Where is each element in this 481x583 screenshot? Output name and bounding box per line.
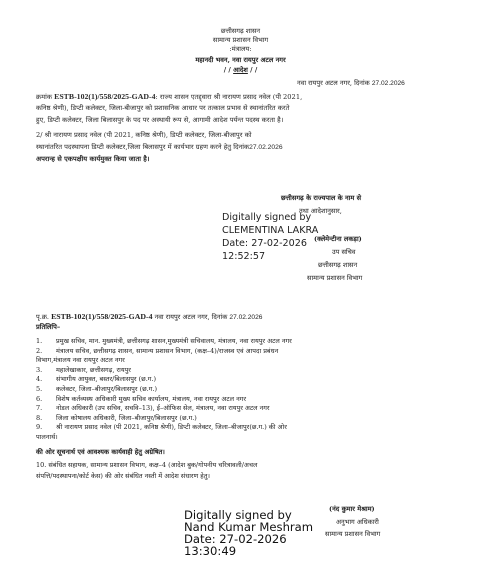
order-para1-line3: हुए, डिप्टी कलेक्टर, जिला बिलासपुर के पद पर अस्थायी रूप से, आगामी आदेश पर्यन्त पदस्थ करता है। bbox=[36, 116, 284, 124]
list-item: 9. श्री नारायण प्रसाद नवेल (पी 2021, कनिष्ठ श्रेणी), डिप्टी कलेक्टर, जिला–बीजापुर(छ.ग.) की ओर bbox=[36, 423, 287, 432]
signature2-label: Digitally signed by bbox=[184, 508, 292, 522]
signatory2-hindi-name: (नंद कुमार मेश्राम) bbox=[329, 505, 375, 513]
signature1-time: 12:52:57 bbox=[222, 251, 266, 262]
order-number: ESTB-102(1)/558/2025-GAD-4 bbox=[54, 92, 156, 101]
list-item: विभाग,मंत्रालय नवा रायपुर अटल नगर bbox=[36, 356, 125, 365]
copy-list bbox=[36, 337, 456, 443]
endorsement-number: ESTB-102(1)/558/2025-GAD-4 bbox=[51, 312, 153, 321]
signatory2-dept: सामान्य प्रशासन विभाग bbox=[325, 530, 381, 538]
list-item: पालनार्थ। bbox=[36, 432, 58, 441]
list-item: 3. महालेखाकार, छत्तीसगढ़, रायपुर bbox=[36, 365, 131, 374]
header-address: महानदी भवन, नवा रायपुर अटल नगर bbox=[195, 56, 286, 64]
order-para2-line3: अपरान्ह से एकपक्षीय कार्यमुक्त किया जाता है। bbox=[36, 155, 150, 163]
header-order-title: / / आदेश / / bbox=[223, 66, 258, 74]
item10-line1: 10. संबंधित सहायक, सामान्य प्रशासन विभाग, कक्ष–4 (आदेश बुक/गोपनीय चरित्रावली/अचल bbox=[36, 461, 258, 469]
order-para1-line1: क्रमांक ESTB-102(1)/558/2025-GAD-4: राज्य शासन एतद्द्वारा श्री नारायण प्रसाद नवेल (पी 2021, bbox=[36, 92, 303, 101]
header-secretariat: :मंत्रालय: bbox=[229, 45, 252, 53]
signature2-time: 13:30:49 bbox=[184, 544, 237, 558]
place-date: नवा रायपुर अटल नगर, दिनांक 27.02.2026 bbox=[297, 79, 405, 87]
list-item: 1. प्रमुख सचिव, मान. मुख्यमंत्री, छत्तीसगढ़ शासन,मुख्यमंत्री सचिवालय, मंत्रालय, नवा रायपुर अटल नगर bbox=[36, 337, 292, 345]
order-para1-line2: कनिष्ठ श्रेणी), डिप्टी कलेक्टर, जिला-बीजापुर को प्रशासनिक आधार पर तत्काल प्रभाव से स्थानांतरित करते bbox=[36, 104, 290, 112]
signatory1-hindi-name: (क्लेमेन्टीना लकड़ा) bbox=[314, 235, 362, 243]
signatory1-dept2: सामान्य प्रशासन विभाग bbox=[307, 274, 363, 282]
list-item: 7. नोडल अधिकारी (उप सचिव, सचवि–13), ई–ऑफिस सेल, मंत्रालय, नवा रायपुर अटल नगर bbox=[36, 404, 270, 413]
forwarded-line: की ओर सूचनार्थ एवं आवश्यक कार्यवाही हेतु अग्रेषित। bbox=[36, 448, 165, 456]
endorsement-line: पृ.क्र. ESTB-102(1)/558/2025-GAD-4 नवा रायपुर अटल नगर, दिनांक 27.02.2026 bbox=[36, 312, 263, 321]
governor-line: छत्तीसगढ़ के राज्यपाल के नाम से bbox=[281, 194, 362, 202]
signatory1-dept1: छत्तीसगढ़ शासन bbox=[318, 261, 358, 269]
order-para2-line1: 2/ श्री नारायण प्रसाद नवेल (पी 2021, कनिष्ठ श्रेणी), डिप्टी कलेक्टर, जिला-बीजापुर को bbox=[36, 131, 252, 139]
list-item: 2. मंत्रालय सचिव, छत्तीसगढ़ शासन, सामान्य प्रशासन विभाग, (कक्ष–4)/राजस्व एवं आपदा प्रबंधन bbox=[36, 346, 279, 355]
list-item: 5. कलेक्टर, जिला–बीजापुर/बिलासपुर (छ.ग.) bbox=[36, 384, 158, 393]
signatory1-designation: उप सचिव bbox=[332, 248, 356, 256]
list-item: 6. विशेष कर्तव्यस्थ अधिकारी मुख्य सचिव कार्यालय, मंत्रालय, नवा रायपुर अटल नगर bbox=[36, 394, 247, 403]
header-government: छत्तीसगढ़ शासन bbox=[220, 27, 261, 35]
signature2-date: Date: 27-02-2026 bbox=[184, 532, 287, 546]
copy-label: प्रतिलिपि– bbox=[36, 323, 61, 331]
signature1-name: CLEMENTINA LAKRA bbox=[222, 225, 319, 236]
signatory2-designation: अनुभाग अधिकारी bbox=[336, 518, 379, 526]
signature1-date: Date: 27-02-2026 bbox=[222, 238, 307, 249]
order-title: आदेश bbox=[233, 66, 248, 74]
list-item: 4. संभागीय आयुक्त, बस्तर/बिलासपुर (छ.ग.) bbox=[36, 375, 157, 384]
signature1-label: Digitally signed by bbox=[222, 212, 312, 223]
item10-line2: संपत्ति/पदस्थापना/कोर्ट केस) की ओर संबंधित नस्ती में आदेश संधारण हेतु। bbox=[36, 472, 210, 480]
header-department: सामान्य प्रशासन विभाग bbox=[212, 36, 269, 44]
order-para2-line2: स्थानांतरित पदस्थापना डिप्टी कलेक्टर,जिला बिलासपुर में कार्यभार ग्रहण करने हेतु दिनांक27.02.2026 bbox=[36, 143, 283, 151]
list-item: 8. जिला कोषालय अधिकारी, जिला–बीजापुर/बिलासपुर (छ.ग.) bbox=[36, 413, 197, 422]
signature2-name: Nand Kumar Meshram bbox=[184, 520, 314, 534]
authority-line: तथा आदेशानुसार, bbox=[299, 207, 342, 215]
